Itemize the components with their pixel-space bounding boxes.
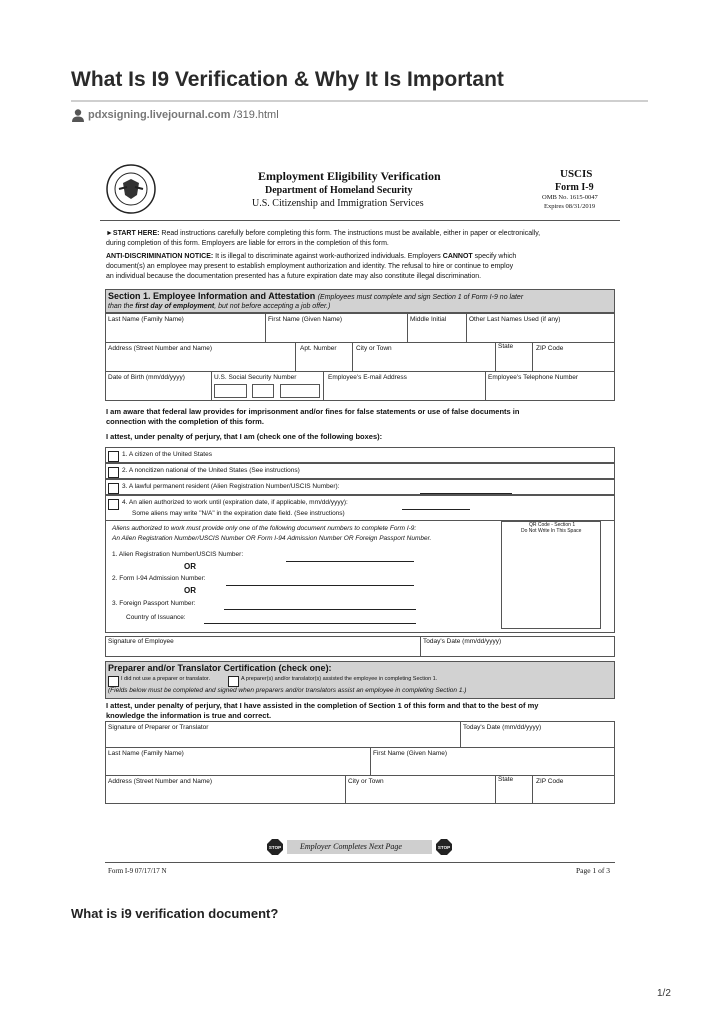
preparer-state-field[interactable]: State (498, 776, 514, 783)
svg-text:STOP: STOP (437, 845, 451, 850)
anti-text-b: specify which (474, 253, 517, 260)
qr-label: QR Code - Section 1 (529, 522, 576, 528)
country-label: Country of Issuance: (126, 614, 186, 621)
svg-text:STOP: STOP (268, 845, 282, 850)
preparer-last-name-field[interactable]: Last Name (Family Name) (108, 750, 184, 757)
option-citizen: 1. A citizen of the United States (122, 451, 212, 458)
preparer-option-2: A preparer(s) and/or translator(s) assisted the employee in completing Section 1. (241, 676, 438, 682)
preparer-city-field[interactable]: City or Town (348, 778, 384, 785)
option-resident: 3. A lawful permanent resident (Alien Registration Number/USCIS Number): (122, 483, 340, 490)
other-names-field[interactable]: Other Last Names Used (if any) (469, 316, 561, 323)
title-divider (71, 100, 648, 102)
start-text-2: during completion of this form. Employers are liable for errors in the completion of this form. (106, 240, 389, 247)
first-name-field[interactable]: First Name (Given Name) (268, 316, 343, 323)
preparer-option-1: I did not use a preparer or translator. (121, 676, 210, 682)
anti-text-2: document(s) an employee may present to establish employment authorization and identity. The refusal to hire or continue to employ (106, 263, 514, 270)
aware-text-2: connection with the completion of this form. (106, 417, 264, 426)
section1-note: (Employees must complete and sign Section 1 of Form I-9 no later (317, 294, 524, 301)
alien-number-input[interactable] (286, 561, 414, 562)
preparer-signature-field[interactable]: Signature of Preparer or Translator (108, 724, 209, 731)
city-field[interactable]: City or Town (356, 345, 392, 352)
omb-number: OMB No. 1615-0047 (542, 194, 598, 201)
form-agency: USCIS (560, 168, 593, 180)
stop-sign-icon (267, 839, 283, 855)
anti-text: It is illegal to discriminate against work-authorized individuals. Employers (215, 253, 441, 260)
dhs-seal-icon (105, 163, 157, 215)
anti-label: ANTI-DISCRIMINATION NOTICE: (106, 253, 214, 260)
option-alien-note: Some aliens may write "N/A" in the expiration date field. (See instructions) (132, 510, 345, 517)
i9-form-image (100, 158, 620, 878)
qr-label-2: Do Not Write In This Space (521, 528, 582, 534)
page-indicator: 1/2 (657, 988, 671, 999)
anti-text-3: an individual because the documentation presented has a future expiration date may also constitute illegal discrimination. (106, 273, 482, 280)
i94-number-input[interactable] (226, 585, 414, 586)
form-name: Form I-9 (555, 182, 594, 193)
alien-checkbox[interactable] (108, 499, 119, 510)
preparer-attest: I attest, under penalty of perjury, that I have assisted in the completion of Section 1 of this form and that to the best of my (106, 701, 539, 710)
section1-note-b: first day of employment (135, 303, 215, 310)
dob-field[interactable]: Date of Birth (mm/dd/yyyy) (108, 374, 185, 381)
preparer-assisted-checkbox[interactable] (228, 676, 239, 687)
anti-cannot: CANNOT (442, 253, 473, 260)
expires-date: Expires 08/31/2019 (544, 203, 596, 210)
user-icon (71, 108, 85, 122)
preparer-zip-field[interactable]: ZIP Code (536, 778, 564, 785)
start-label: ►START HERE: (106, 230, 160, 237)
preparer-title: Preparer and/or Translator Certification (check one): (108, 663, 332, 673)
middle-initial-field[interactable]: Middle Initial (410, 316, 447, 323)
no-preparer-checkbox[interactable] (108, 676, 119, 687)
source-path: /319.html (233, 109, 279, 121)
preparer-note: (Fields below must be completed and signed when preparers and/or translators assist an employee in completing Section 1.) (108, 687, 467, 694)
start-text: Read instructions carefully before completing this form. The instructions must be available, either in paper or electronically, (161, 230, 541, 237)
aliens-instructions: Aliens authorized to work must provide only one of the following document numbers to complete Form I-9: (112, 525, 417, 532)
preparer-date-field[interactable]: Today's Date (mm/dd/yyyy) (463, 724, 542, 731)
i94-number-label: 2. Form I-94 Admission Number: (112, 575, 206, 582)
preparer-attest-2: knowledge the information is true and correct. (106, 711, 272, 720)
state-field[interactable]: State (498, 343, 514, 350)
country-input[interactable] (204, 623, 416, 624)
option-noncitizen: 2. A noncitizen national of the United States (See instructions) (122, 467, 300, 474)
employee-signature-field[interactable]: Signature of Employee (108, 638, 174, 645)
source-host: pdxsigning.livejournal.com (88, 109, 231, 121)
ssn-box-1[interactable] (214, 384, 247, 398)
attest-text: I attest, under penalty of perjury, that I am (check one of the following boxes): (106, 432, 383, 441)
or-label-2: OR (184, 586, 196, 595)
stop-sign-icon-2 (436, 839, 452, 855)
ssn-box-3[interactable] (280, 384, 320, 398)
section1-note-a: than the (108, 303, 134, 310)
citizen-checkbox[interactable] (108, 451, 119, 462)
qr-code-area (501, 521, 601, 629)
preparer-first-name-field[interactable]: First Name (Given Name) (373, 750, 448, 757)
source-link[interactable] (71, 108, 279, 122)
form-heading: Employment Eligibility Verification (258, 169, 441, 183)
section-heading: What is i9 verification document? (71, 906, 279, 921)
employee-date-field[interactable]: Today's Date (mm/dd/yyyy) (423, 638, 502, 645)
aware-text: I am aware that federal law provides for imprisonment and/or fines for false statements or use of false documents in (106, 407, 520, 416)
form-agency-full: U.S. Citizenship and Immigration Services (252, 198, 424, 209)
alien-number-label: 1. Alien Registration Number/USCIS Number: (112, 551, 244, 558)
address-field[interactable]: Address (Street Number and Name) (108, 345, 213, 352)
form-department: Department of Homeland Security (265, 185, 413, 196)
phone-field[interactable]: Employee's Telephone Number (488, 374, 579, 381)
passport-number-input[interactable] (224, 609, 416, 610)
aliens-instructions-2: An Alien Registration Number/USCIS Number OR Form I-94 Admission Number OR Foreign Passport Number. (112, 535, 432, 542)
preparer-address-field[interactable]: Address (Street Number and Name) (108, 778, 213, 785)
passport-number-label: 3. Foreign Passport Number: (112, 600, 196, 607)
email-field[interactable]: Employee's E-mail Address (328, 374, 407, 381)
ssn-field[interactable]: U.S. Social Security Number (214, 374, 297, 381)
or-label-1: OR (184, 562, 196, 571)
noncitizen-checkbox[interactable] (108, 467, 119, 478)
form-footer-left: Form I-9 07/17/17 N (108, 867, 167, 875)
section1-note-c: , but not before accepting a job offer.) (214, 303, 331, 310)
option-alien: 4. An alien authorized to work until (expiration date, if applicable, mm/dd/yyyy): (122, 499, 348, 506)
form-footer-right: Page 1 of 3 (576, 866, 610, 875)
last-name-field[interactable]: Last Name (Family Name) (108, 316, 184, 323)
zip-field[interactable]: ZIP Code (536, 345, 564, 352)
page-title: What Is I9 Verification & Why It Is Important (71, 68, 504, 91)
ssn-box-2[interactable] (252, 384, 274, 398)
apt-field[interactable]: Apt. Number (300, 345, 337, 352)
employer-next-page: Employer Completes Next Page (300, 842, 402, 851)
section1-title: Section 1. Employee Information and Attestation (108, 291, 316, 301)
resident-checkbox[interactable] (108, 483, 119, 494)
